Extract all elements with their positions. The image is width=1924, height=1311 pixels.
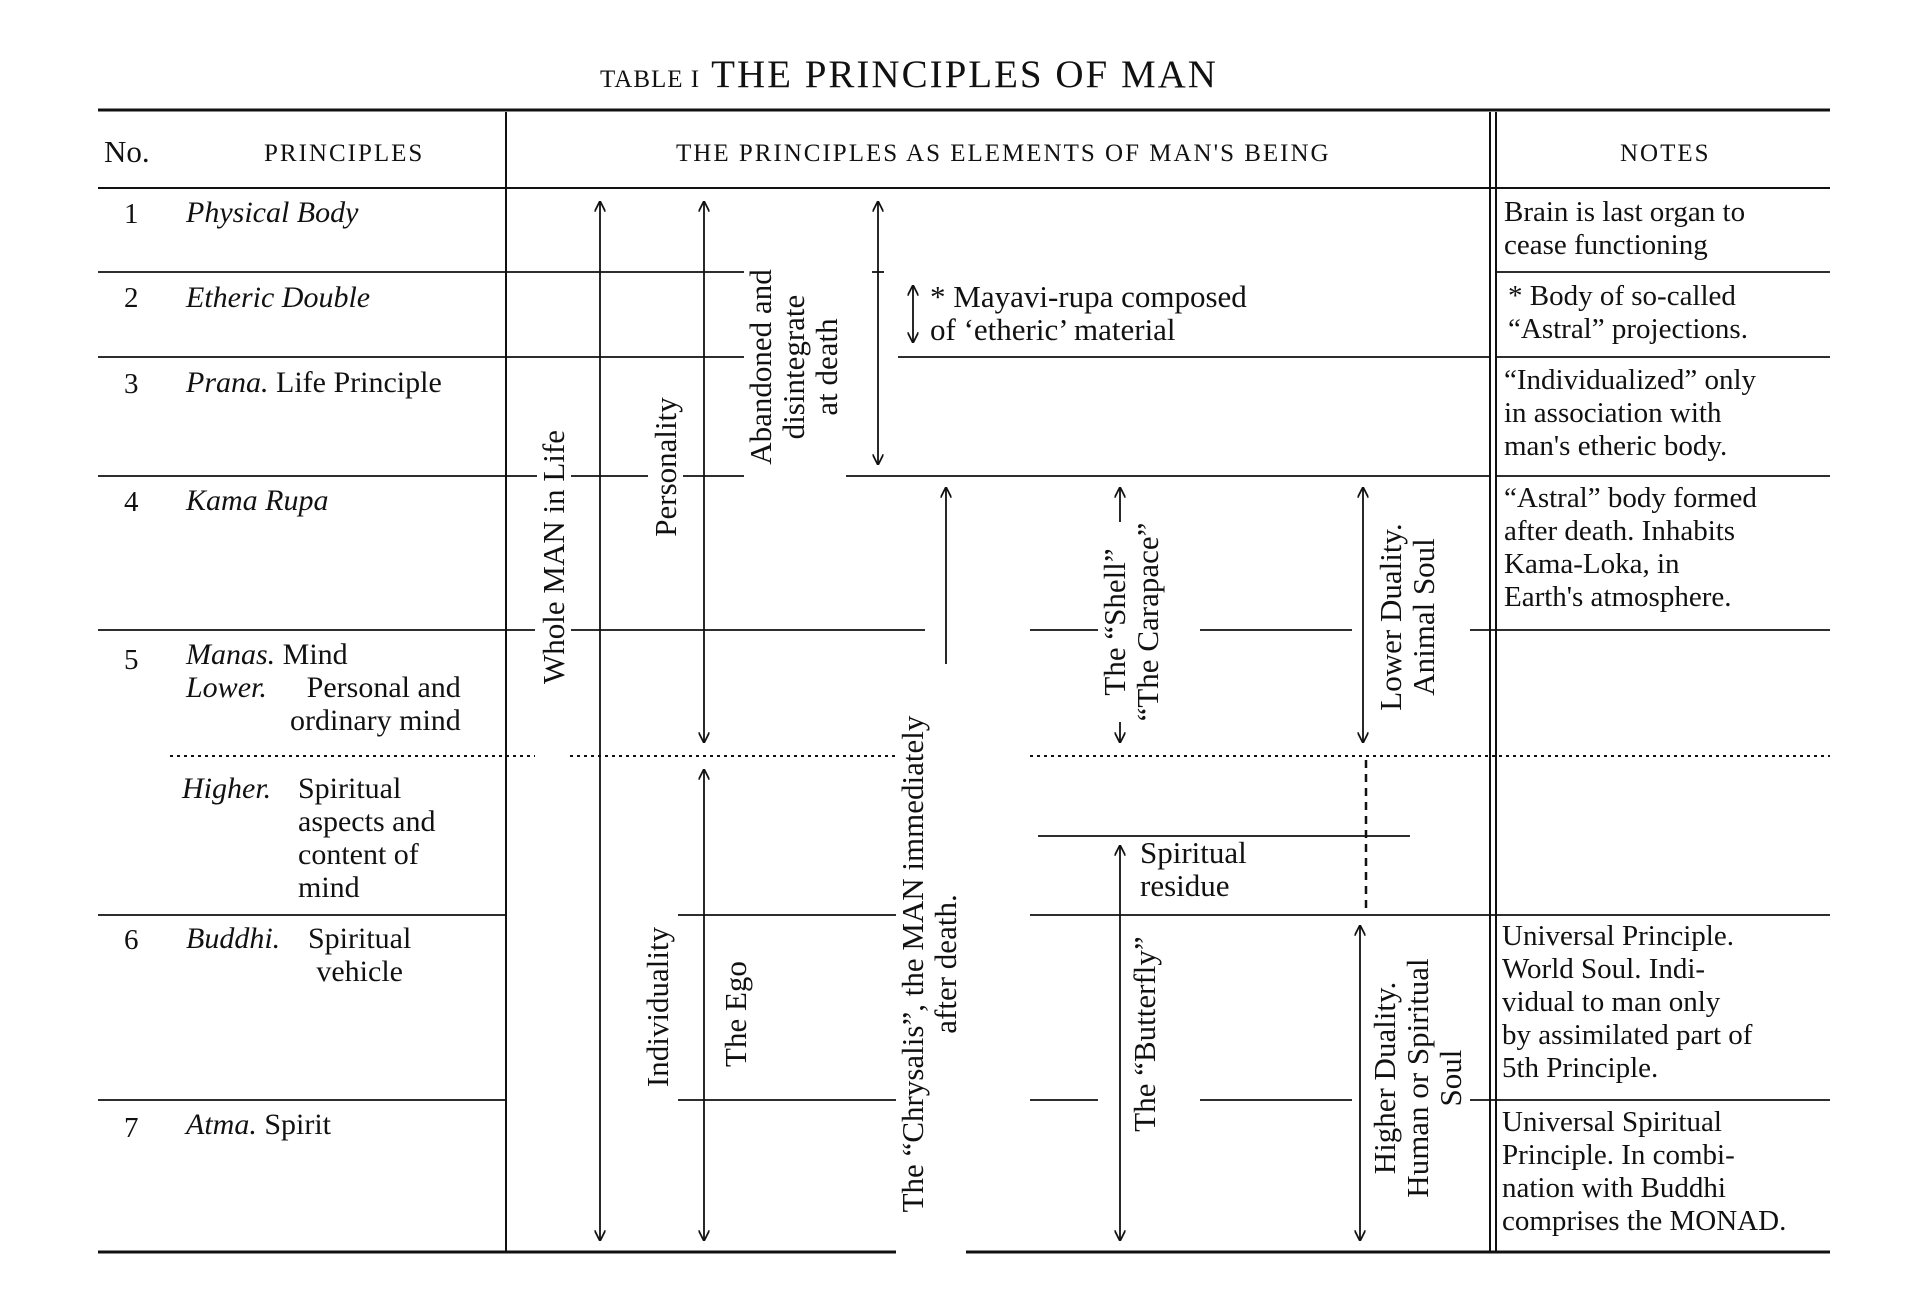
row-no: 4 [124, 486, 139, 518]
note-physical-body: Brain is last organ to cease functioning [1504, 196, 1746, 261]
header-notes: NOTES [1620, 140, 1711, 167]
principle-prana: Prana. Life Principle [186, 366, 442, 399]
manas-lower-name: Lower. [186, 671, 267, 704]
title-text: THE PRINCIPLES OF MAN [711, 53, 1218, 96]
table-label: TABLE I [600, 66, 701, 93]
manas-lower-desc: Personal and ordinary mind [290, 671, 461, 737]
principle-etheric-double: Etheric Double [186, 281, 371, 314]
higher-duality-label: Higher Duality. Human or Spiritual Soul [1368, 928, 1470, 1228]
whole-man-label: Whole MAN in Life [537, 397, 571, 717]
chrysalis-label: The “Chrysalis”, the MAN immediately after death. [896, 664, 966, 1264]
lower-duality-label: Lower Duality. Animal Soul [1374, 497, 1444, 737]
principle-kama-rupa: Kama Rupa [186, 484, 329, 517]
individuality-label: Individuality [641, 907, 675, 1107]
principle-buddhi-desc: Spiritual vehicle [308, 922, 412, 988]
personality-label: Personality [649, 382, 683, 552]
spiritual-residue-label: Spiritual residue [1140, 835, 1247, 903]
note-atma: Universal Spiritual Principle. In combi- nation with Buddhi comprises the MONAD. [1502, 1106, 1787, 1237]
note-prana: “Individualized” only in association with man's etheric body. [1504, 364, 1757, 462]
note-etheric-double: * Body of so-called “Astral” projections. [1508, 280, 1748, 345]
butterfly-label: The “Butterfly” [1128, 934, 1162, 1134]
principle-buddhi: Buddhi. [186, 922, 281, 955]
mayavi-rupa-label: * Mayavi-rupa composed of ‘etheric’ material [930, 279, 1247, 347]
note-kama-rupa: “Astral” body formed after death. Inhabits Kama-Loka, in Earth's atmosphere. [1504, 482, 1757, 613]
header-principles: PRINCIPLES [264, 140, 425, 167]
ego-label: The Ego [718, 961, 753, 1067]
row-no: 3 [124, 368, 139, 400]
row-no: 7 [124, 1112, 139, 1144]
header-elements: THE PRINCIPLES AS ELEMENTS OF MAN'S BEING [676, 140, 1331, 167]
manas-higher-desc: Spiritual aspects and content of mind [298, 772, 436, 904]
manas-higher-name: Higher. [182, 772, 272, 805]
principle-physical-body: Physical Body [186, 196, 359, 229]
shell-label: The “Shell” “The Carapace” [1098, 522, 1168, 722]
row-no: 1 [124, 198, 139, 230]
row-no: 2 [124, 282, 139, 314]
row-no: 5 [124, 644, 139, 676]
header-no: No. [104, 134, 150, 169]
principle-atma: Atma. Spirit [186, 1108, 332, 1141]
abandoned-label: Abandoned and disintegrate at death [744, 242, 846, 492]
principle-manas: Manas. Mind [186, 638, 348, 671]
row-no: 6 [124, 924, 139, 956]
note-buddhi: Universal Principle. World Soul. Indi- vidual to man only by assimilated part of 5th Principle. [1502, 920, 1753, 1084]
